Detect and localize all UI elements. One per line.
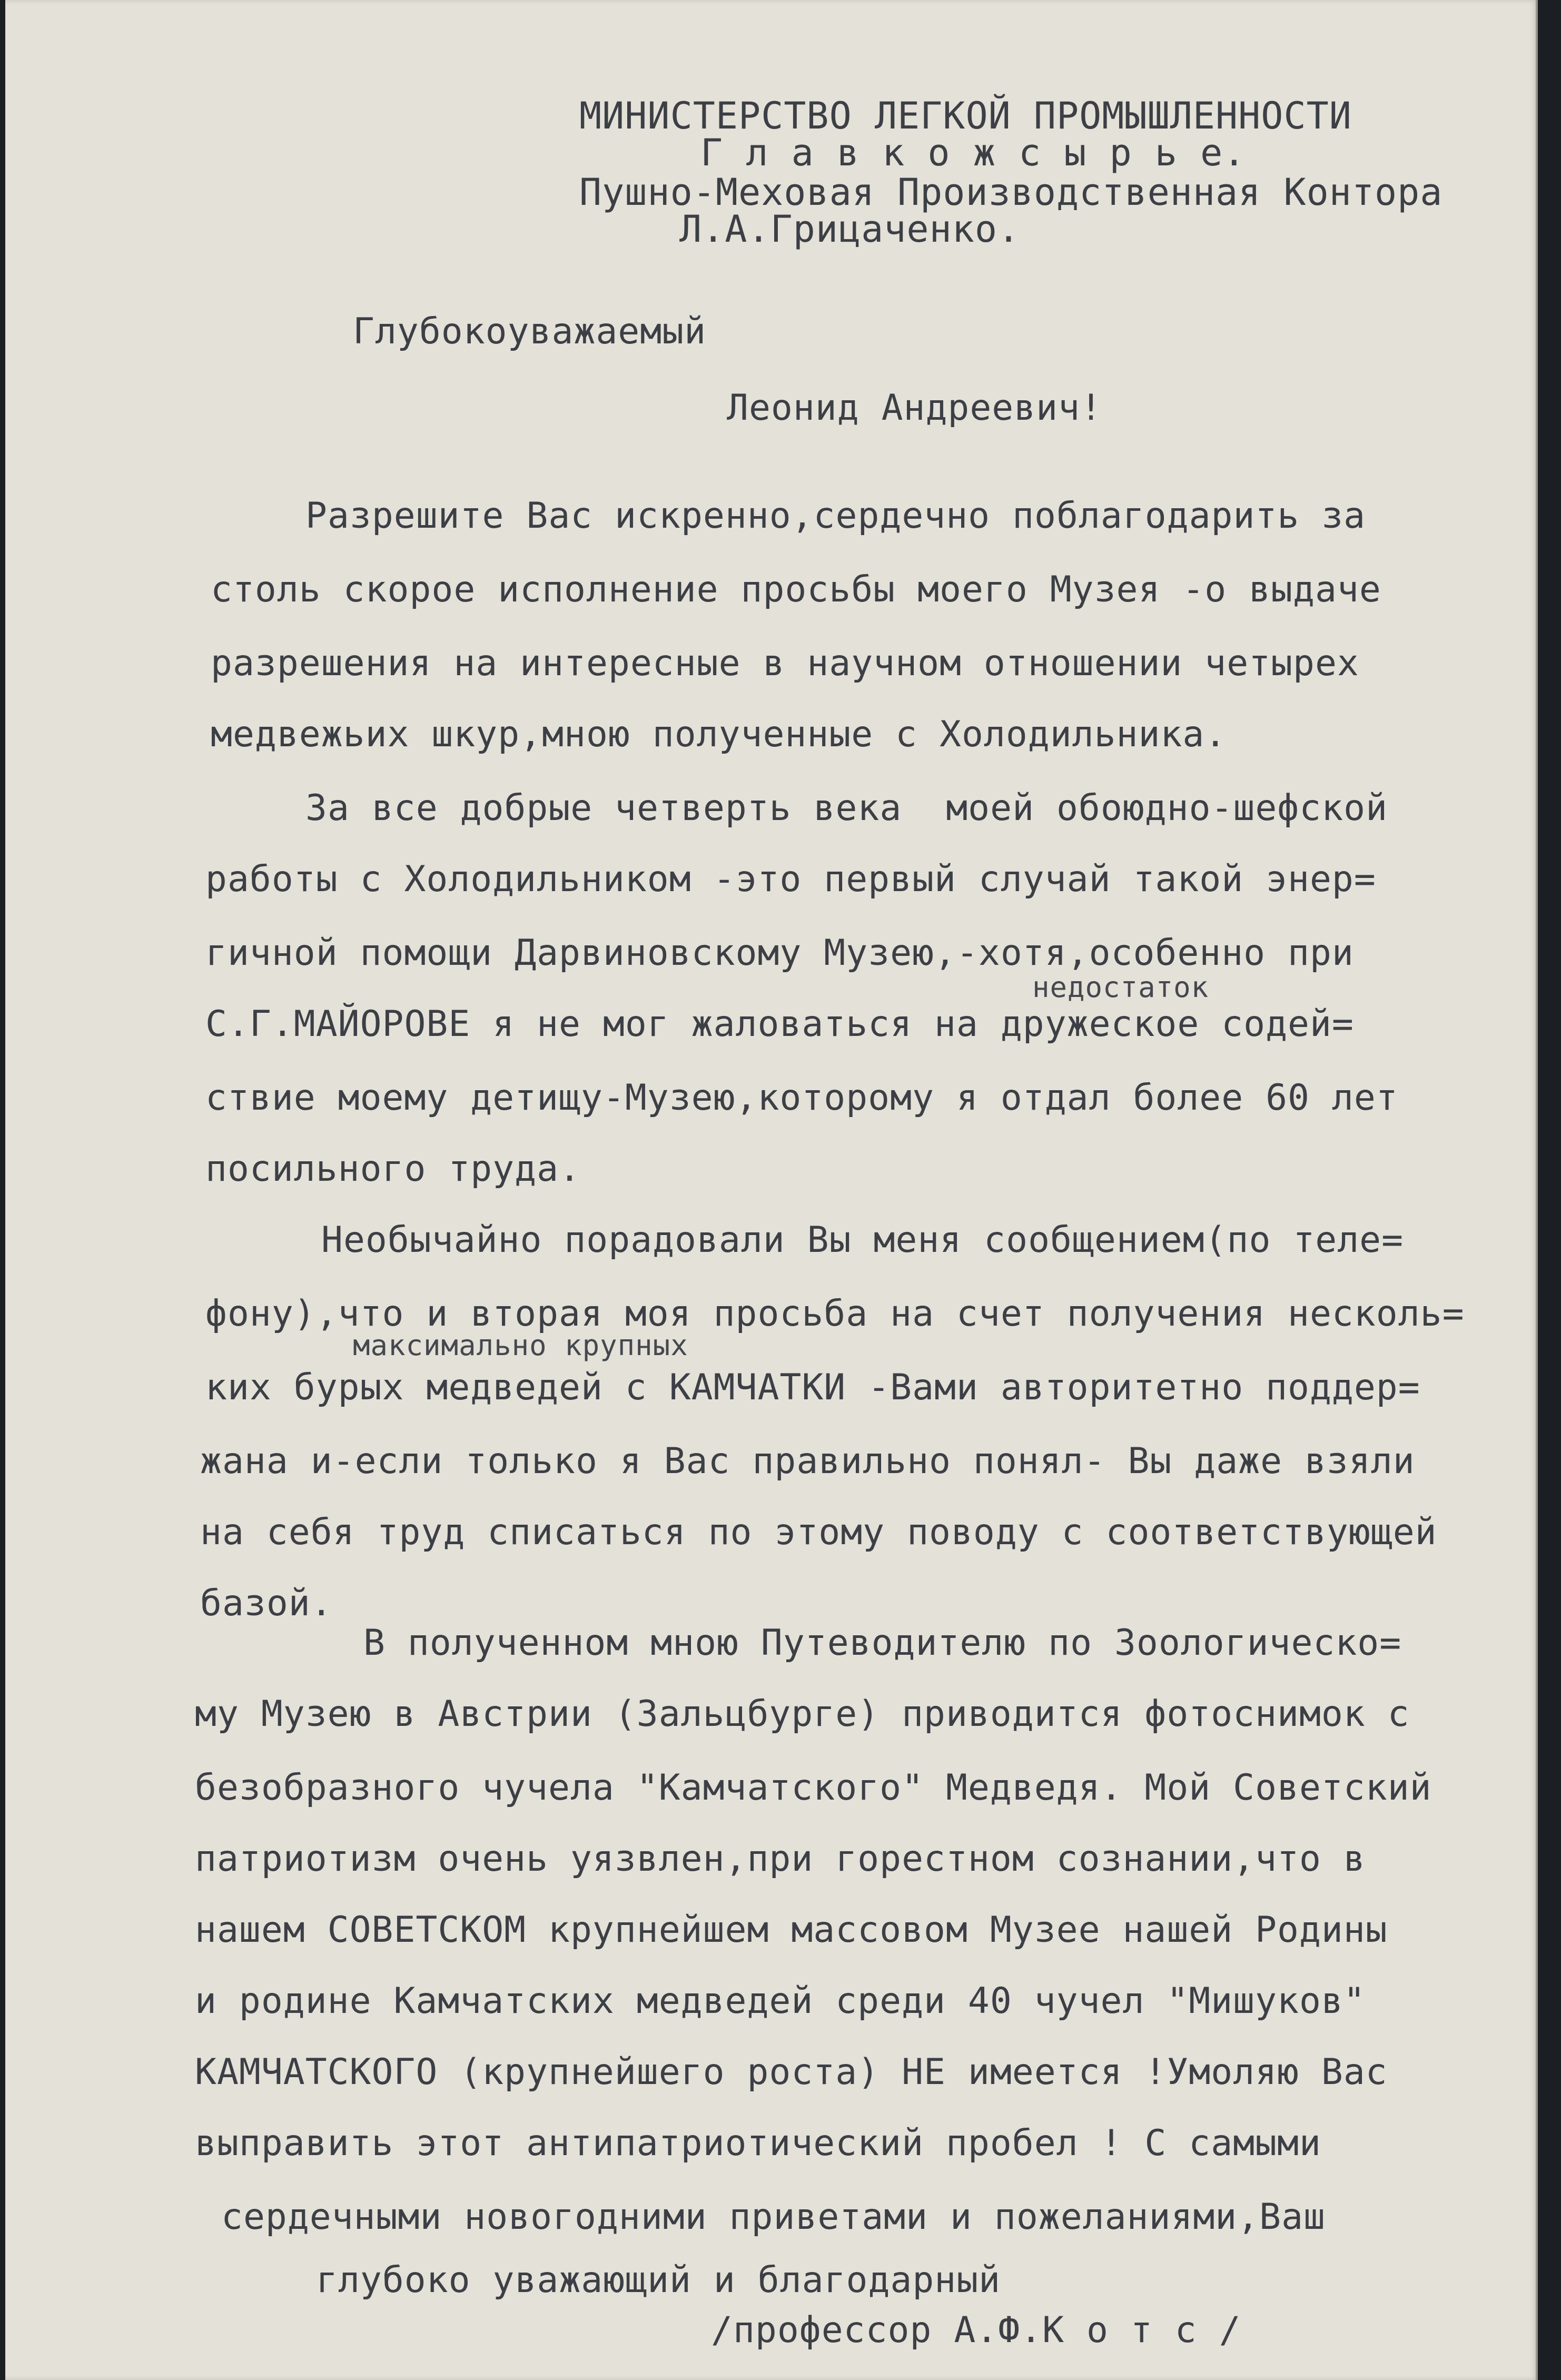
p2-line-3: гичной помощи Дарвиновскому Музею,-хотя,особенно при [205,932,1354,974]
addressee-name: Л.А.Грицаченко. [679,208,1021,251]
p3-line-3: ких бурых медведей с КАМЧАТКИ -Вами авторитетно поддер= [205,1367,1420,1408]
p3-handwritten-insert: максимально крупных [353,1329,688,1362]
p2-line-5: ствие моему детищу-Музею,которому я отдал более 60 лет [205,1077,1398,1119]
p3-line-4: жана и-если только я Вас правильно понял- Вы даже взяли [200,1440,1415,1482]
p4-line-8: выправить этот антипатриотический пробел ! С самыми [195,2122,1321,2164]
p4-line-3: безобразного чучела "Камчатского" Медведя. Мой Советский [195,1767,1432,1809]
department-header: Г л а в к о ж с ы р ь е. [700,131,1246,174]
p2-line-6: посильного труда. [205,1148,581,1190]
p4-line-7: КАМЧАТСКОГО (крупнейшего роста) НЕ имеется !Умоляю Вас [195,2051,1388,2093]
p1-line-3: разрешения на интересные в научном отношении четырех [211,643,1359,684]
p4-line-6: и родине Камчатских медведей среди 40 чучел "Мишуков" [195,1980,1366,2022]
p1-line-4: медвежьих шкур,мною полученные с Холодильника. [211,714,1227,755]
p1-line-1: Разрешите Вас искренно,сердечно поблагодарить за [305,495,1366,537]
p3-line-1: Необычайно порадовали Вы меня сообщением(по теле= [321,1219,1404,1261]
closing-line-2: глубоко уважающий и благодарный [316,2259,1001,2301]
signature: /профессор А.Ф.К о т с / [711,2309,1241,2351]
p4-line-1: В полученном мною Путеводителю по Зоологическо= [363,1622,1402,1664]
office-header: Пушно-Меховая Производственная Контора [579,171,1443,214]
p2-handwritten-insert: недостаток [1032,971,1209,1004]
p2-line-4: С.Г.МАЙОРОВЕ я не мог жаловаться на дружеское содей= [205,1003,1354,1045]
salutation-line-1: Глубокоуважаемый [353,311,707,352]
p1-line-2: столь скорое исполнение просьбы моего Музея -о выдаче [211,569,1381,610]
p4-line-5: нашем СОВЕТСКОМ крупнейшем массовом Музее нашей Родины [195,1909,1388,1951]
p4-line-4: патриотизм очень уязвлен,при горестном сознании,что в [195,1838,1366,1880]
p2-line-1: За все добрые четверть века моей обоюдно-шефской [305,787,1388,829]
p3-line-2: фону),что и вторая моя просьба на счет получения несколь= [205,1293,1465,1335]
p3-line-5: на себя труд списаться по этому поводу с соответствующей [200,1512,1437,1553]
p3-line-6: базой. [200,1583,333,1624]
ministry-header: МИНИСТЕРСТВО ЛЕГКОЙ ПРОМЫШЛЕННОСТИ [579,94,1352,137]
closing-line-1: сердечными новогодними приветами и пожеланиями,Ваш [221,2196,1326,2238]
letter-page [5,0,1538,2380]
p2-line-2: работы с Холодильником -это первый случай такой энер= [205,858,1376,900]
salutation-line-2: Леонид Андреевич! [727,387,1102,429]
p4-line-2: му Музею в Австрии (Зальцбурге) приводится фотоснимок с [195,1693,1410,1735]
